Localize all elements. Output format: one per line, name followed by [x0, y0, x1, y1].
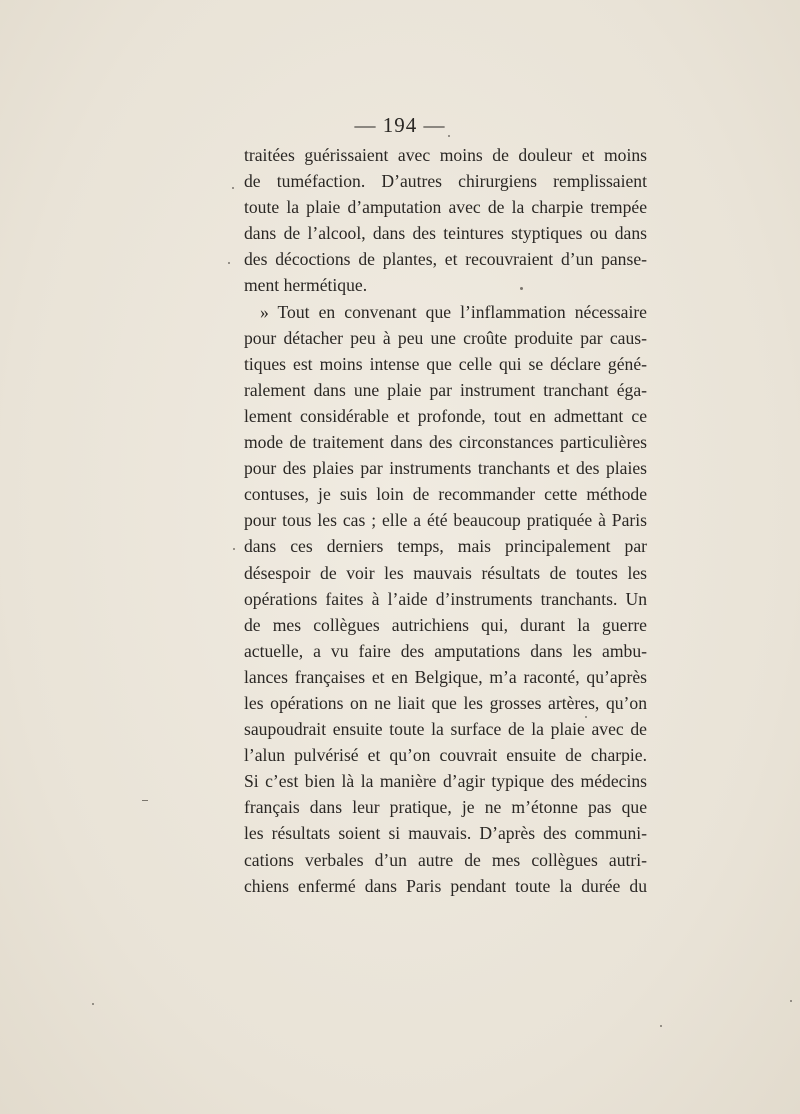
- text-line: contuses, je suis loin de recommander cette méthode: [244, 484, 647, 505]
- text-line: actuelle, a vu faire des amputations dans les ambu-: [244, 640, 647, 661]
- paper-speck: [660, 1025, 662, 1027]
- text-line: opérations faites à l’aide d’instruments tranchants. Un: [244, 588, 647, 609]
- text-line: les résultats soient si mauvais. D’après des communi-: [244, 823, 647, 844]
- text-line: des décoctions de plantes, et recouvraient d’un panse-: [244, 249, 647, 270]
- text-line: pour des plaies par instruments tranchants et des plaies: [244, 458, 647, 479]
- text-line: de tuméfaction. D’autres chirurgiens remplissaient: [244, 171, 647, 192]
- text-line: traitées guérissaient avec moins de douleur et moins: [244, 145, 647, 165]
- text-line: dans de l’alcool, dans des teintures styptiques ou dans: [244, 223, 647, 244]
- text-line: Si c’est bien là la manière d’agir typique des médecins: [244, 771, 647, 792]
- paper-speck: [92, 1003, 94, 1005]
- text-line: désespoir de voir les mauvais résultats de toutes les: [244, 562, 647, 583]
- text-line: français dans leur pratique, je ne m’étonne pas que: [244, 797, 647, 818]
- text-line: les opérations on ne liait que les grosses artères, qu’on: [244, 692, 647, 713]
- page-number: — 194 —: [354, 113, 446, 137]
- paper-speck: [520, 287, 523, 290]
- text-line: l’alun pulvérisé et qu’on couvrait ensuite de charpie.: [244, 745, 647, 766]
- paper-speck: [142, 800, 148, 801]
- paper-speck: [790, 1000, 792, 1002]
- text-line: pour tous les cas ; elle a été beaucoup pratiquée à Paris: [244, 510, 647, 531]
- paper-speck: [448, 135, 450, 137]
- text-line: lances françaises et en Belgique, m’a raconté, qu’après: [244, 666, 647, 687]
- text-line: tiques est moins intense que celle qui se déclare géné-: [244, 353, 647, 374]
- text-line: mode de traitement dans des circonstances particulières: [244, 432, 647, 453]
- text-line: pour détacher peu à peu une croûte produite par caus-: [244, 327, 647, 348]
- text-line: ment hermétique.: [244, 275, 368, 296]
- body-text: [244, 142, 647, 899]
- text-line: dans ces derniers temps, mais principalement par: [244, 536, 647, 557]
- text-line: chiens enfermé dans Paris pendant toute la durée du: [244, 875, 647, 896]
- paragraph-start-line: » Tout en convenant que l’inflammation nécessaire: [260, 301, 647, 322]
- paper-speck: [228, 262, 230, 264]
- text-line: lement considérable et profonde, tout en admettant ce: [244, 405, 647, 426]
- paper-speck: [232, 187, 234, 189]
- text-line: toute la plaie d’amputation avec de la charpie trempée: [244, 197, 647, 218]
- paper-speck: [233, 548, 235, 550]
- text-line: de mes collègues autrichiens qui, durant la guerre: [244, 614, 647, 635]
- paper-speck: [585, 716, 587, 718]
- text-line: cations verbales d’un autre de mes collègues autri-: [244, 849, 647, 870]
- text-line: saupoudrait ensuite toute la surface de la plaie avec de: [244, 719, 647, 740]
- text-line: ralement dans une plaie par instrument tranchant éga-: [244, 379, 647, 400]
